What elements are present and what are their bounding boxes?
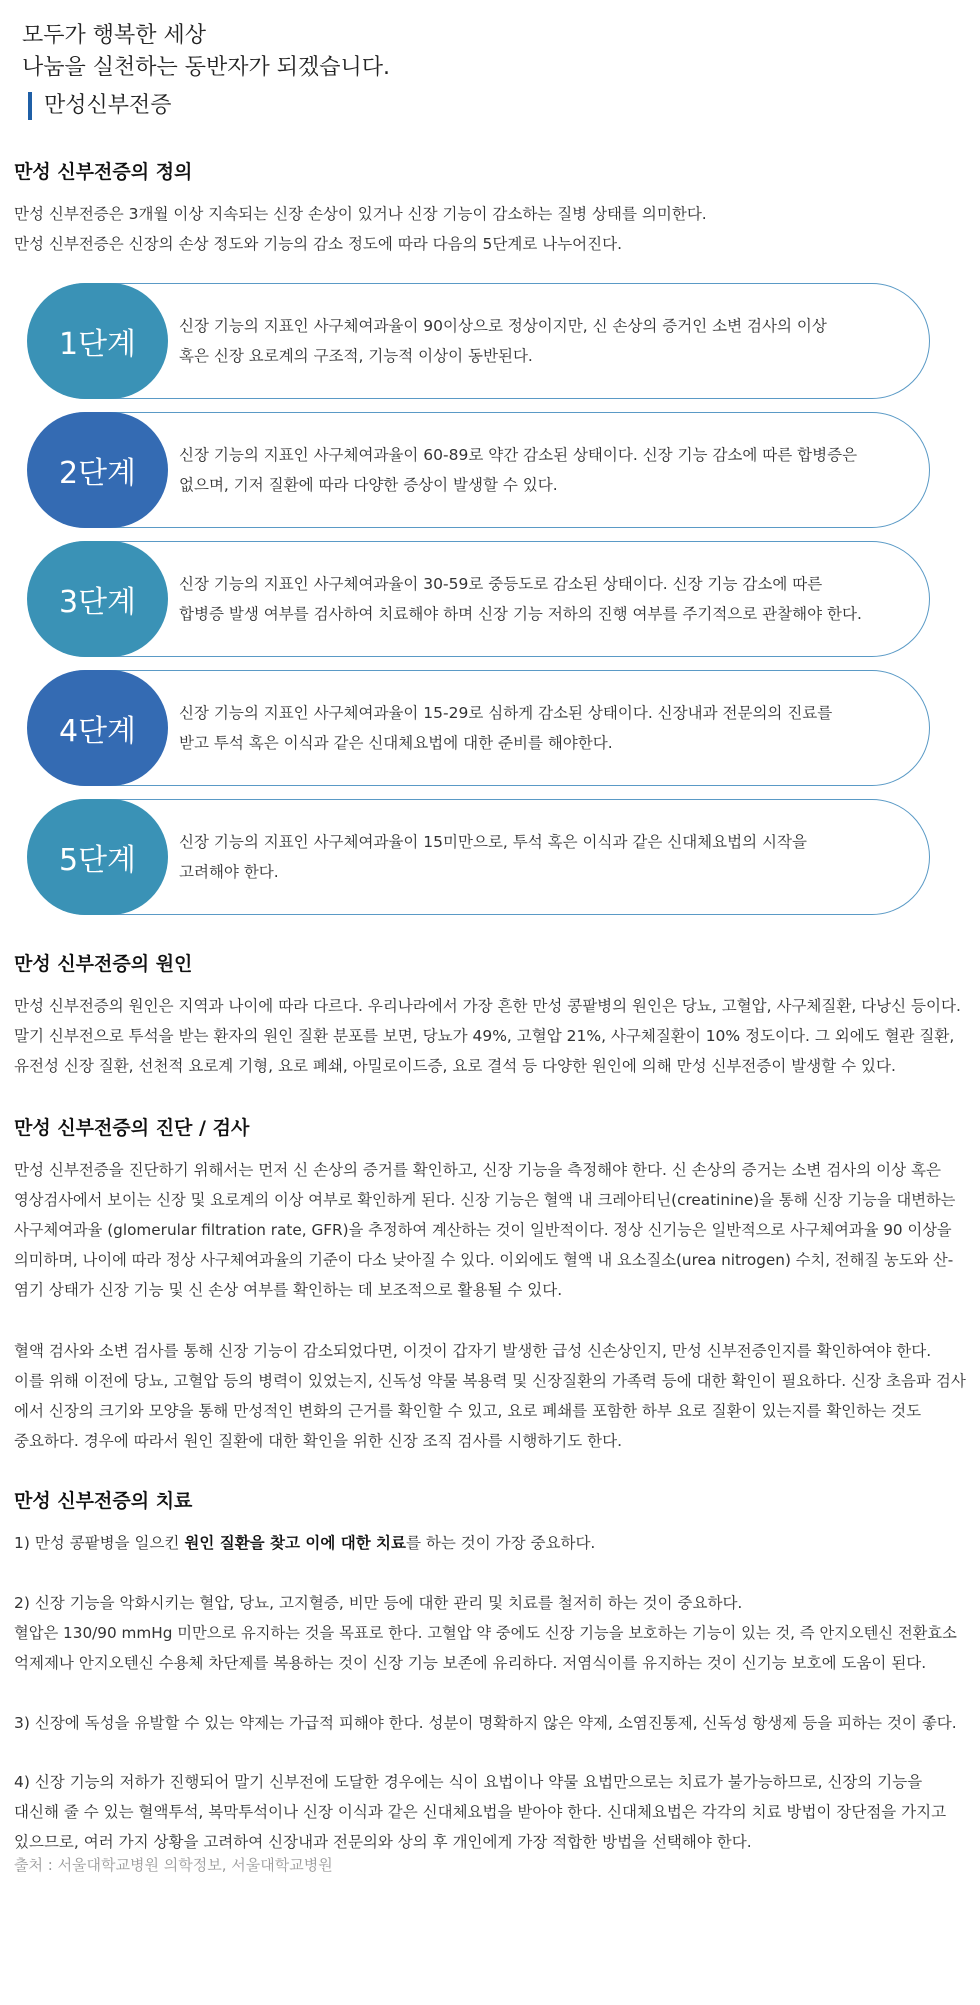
definition-line-2: 만성 신부전증은 신장의 손상 정도와 기능의 감소 정도에 따라 다음의 5단계로 나누어진다.: [14, 235, 623, 253]
causes-heading: 만성 신부전증의 원인: [14, 953, 193, 975]
treatment-1-suffix: 를 하는 것이 가장 중요하다.: [406, 1534, 596, 1552]
stage-4: [28, 670, 930, 786]
stage-line-2: 받고 투석 혹은 이식과 같은 신대체요법에 대한 준비를 해야한다.: [179, 734, 613, 752]
stage-line-1: 신장 기능의 지표인 사구체여과율이 15미만으로, 투석 혹은 이식과 같은 신대체요법의 시작을: [179, 833, 807, 851]
stage-description: [179, 569, 919, 629]
diagnosis-heading: 만성 신부전증의 진단 / 검사: [14, 1117, 250, 1139]
stage-1: [28, 283, 930, 399]
treatment-line: 있으므로, 여러 가지 상황을 고려하여 신장내과 전문의와 상의 후 개인에게 가장 적합한 방법을 선택해야 한다.: [14, 1833, 752, 1851]
stage-line-1: 신장 기능의 지표인 사구체여과율이 30-59로 중등도로 감소된 상태이다. 신장 기능 감소에 따른: [179, 575, 823, 593]
causes-line-1: 만성 신부전증의 원인은 지역과 나이에 따라 다르다. 우리나라에서 가장 흔한 만성 콩팥병의 원인은 당뇨, 고혈압, 사구체질환, 다낭신 등이다.: [14, 997, 961, 1015]
treatment-line: 2) 신장 기능을 악화시키는 혈압, 당뇨, 고지혈증, 비만 등에 대한 관리 및 치료를 철저히 하는 것이 중요하다.: [14, 1594, 743, 1612]
stage-badge: 4단계: [27, 670, 168, 786]
tagline-line-1: 모두가 행복한 세상: [22, 23, 207, 48]
stage-badge: 5단계: [27, 799, 168, 915]
tagline-line-2: 나눔을 실천하는 동반자가 되겠습니다.: [22, 55, 391, 80]
stage-2: [28, 412, 930, 528]
stage-badge: 2단계: [27, 412, 168, 528]
diagnosis-line: 이를 위해 이전에 당뇨, 고혈압 등의 병력이 있었는지, 신독성 약물 복용력 및 신장질환의 가족력 등에 대한 확인이 필요하다. 신장 초음파 검사: [14, 1372, 966, 1390]
stage-badge: 3단계: [27, 541, 168, 657]
stage-line-1: 신장 기능의 지표인 사구체여과율이 15-29로 심하게 감소된 상태이다. 신장내과 전문의의 진료를: [179, 704, 833, 722]
diagnosis-line: 사구체여과율 (glomerular filtration rate, GFR)을 추정하여 계산하는 것이 일반적이다. 정상 신기능은 일반적으로 사구체여과율 90 이상을: [14, 1221, 952, 1239]
diagnosis-line: 영상검사에서 보이는 신장 및 요로계의 이상 여부로 확인하게 된다. 신장 기능은 혈액 내 크레아티닌(creatinine)을 통해 신장 기능을 대변하는: [14, 1191, 956, 1209]
treatment-line: [14, 1528, 966, 1558]
causes-text: [14, 991, 966, 1081]
treatment-line: 3) 신장에 독성을 유발할 수 있는 약제는 가급적 피해야 한다. 성분이 명확하지 않은 약제, 소염진통제, 신독성 항생제 등을 피하는 것이 좋다.: [14, 1714, 957, 1732]
tagline: [22, 20, 390, 84]
page-title: 만성신부전증: [28, 92, 172, 120]
stage-badge: 1단계: [27, 283, 168, 399]
treatment-heading: 만성 신부전증의 치료: [14, 1490, 193, 1512]
stage-line-1: 신장 기능의 지표인 사구체여과율이 90이상으로 정상이지만, 신 손상의 증거인 소변 검사의 이상: [179, 317, 827, 335]
definition-heading: 만성 신부전증의 정의: [14, 161, 193, 183]
diagnosis-line: 혈액 검사와 소변 검사를 통해 신장 기능이 감소되었다면, 이것이 갑자기 발생한 급성 신손상인지, 만성 신부전증인지를 확인하여야 한다.: [14, 1342, 932, 1360]
diagnosis-line: 중요하다. 경우에 따라서 원인 질환에 대한 확인을 위한 신장 조직 검사를 시행하기도 한다.: [14, 1432, 623, 1450]
stage-line-2: 없으며, 기저 질환에 따라 다양한 증상이 발생할 수 있다.: [179, 476, 558, 494]
treatment-line: 4) 신장 기능의 저하가 진행되어 말기 신부전에 도달한 경우에는 식이 요법이나 약물 요법만으로는 치료가 불가능하므로, 신장의 기능을: [14, 1773, 923, 1791]
treatment-1-emphasis: 원인 질환을 찾고 이에 대한 치료: [184, 1534, 407, 1552]
causes-line-2: 말기 신부전으로 투석을 받는 환자의 원인 질환 분포를 보면, 당뇨가 49%, 고혈압 21%, 사구체질환이 10% 정도이다. 그 외에도 혈관 질환,: [14, 1027, 955, 1045]
treatment-line: 혈압은 130/90 mmHg 미만으로 유지하는 것을 목표로 한다. 고혈압 약 중에도 신장 기능을 보호하는 기능이 있는 것, 즉 안지오텐신 전환효소: [14, 1624, 957, 1642]
stage-list: [28, 283, 930, 928]
treatment-line: 대신해 줄 수 있는 혈액투석, 복막투석이나 신장 이식과 같은 신대체요법을 받아야 한다. 신대체요법은 각각의 치료 방법이 장단점을 가지고: [14, 1803, 947, 1821]
stage-line-2: 혹은 신장 요로계의 구조적, 기능적 이상이 동반된다.: [179, 347, 533, 365]
stage-line-2: 합병증 발생 여부를 검사하여 치료해야 하며 신장 기능 저하의 진행 여부를 주기적으로 관찰해야 한다.: [179, 605, 862, 623]
definition-line-1: 만성 신부전증은 3개월 이상 지속되는 신장 손상이 있거나 신장 기능이 감소하는 질병 상태를 의미한다.: [14, 205, 707, 223]
treatment-line: 억제제나 안지오텐신 수용체 차단제를 복용하는 것이 신장 기능 보존에 유리하다. 저염식이를 유지하는 것이 신기능 보호에 도움이 된다.: [14, 1654, 927, 1672]
source-credit: 출처 : 서울대학교병원 의학정보, 서울대학교병원: [14, 1856, 333, 1874]
treatment-1-prefix: 1) 만성 콩팥병을 일으킨: [14, 1534, 185, 1552]
treatment-item-2: [14, 1588, 966, 1678]
stage-5: [28, 799, 930, 915]
treatment-item-3: [14, 1708, 966, 1738]
diagnosis-line: 에서 신장의 크기와 모양을 통해 만성적인 변화의 근거를 확인할 수 있고, 요로 폐쇄를 포함한 하부 요로 질환이 있는지를 확인하는 것도: [14, 1402, 922, 1420]
causes-line-3: 유전성 신장 질환, 선천적 요로계 기형, 요로 폐쇄, 아밀로이드증, 요로 결석 등 다양한 원인에 의해 만성 신부전증이 발생할 수 있다.: [14, 1057, 896, 1075]
stage-description: [179, 827, 919, 887]
stage-description: [179, 440, 919, 500]
diagnosis-text-2: [14, 1336, 966, 1456]
diagnosis-line: 의미하며, 나이에 따라 정상 사구체여과율의 기준이 다소 낮아질 수 있다. 이외에도 혈액 내 요소질소(urea nitrogen) 수치, 전해질 농도와 산-: [14, 1251, 954, 1269]
stage-description: [179, 698, 919, 758]
stage-line-2: 고려해야 한다.: [179, 863, 279, 881]
stage-3: [28, 541, 930, 657]
diagnosis-line: 만성 신부전증을 진단하기 위해서는 먼저 신 손상의 증거를 확인하고, 신장 기능을 측정해야 한다. 신 손상의 증거는 소변 검사의 이상 혹은: [14, 1161, 941, 1179]
stage-line-1: 신장 기능의 지표인 사구체여과율이 60-89로 약간 감소된 상태이다. 신장 기능 감소에 따른 합병증은: [179, 446, 858, 464]
diagnosis-text-1: [14, 1155, 966, 1305]
stage-description: [179, 311, 919, 371]
treatment-item-4: [14, 1767, 966, 1857]
treatment-item-1: [14, 1528, 966, 1558]
definition-text: [14, 199, 966, 259]
diagnosis-line: 염기 상태가 신장 기능 및 신 손상 여부를 확인하는 데 보조적으로 활용될 수 있다.: [14, 1281, 563, 1299]
